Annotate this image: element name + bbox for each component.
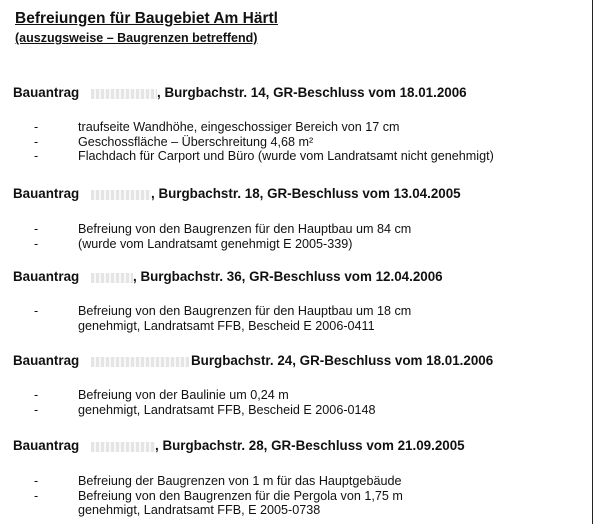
list-dash: - bbox=[34, 120, 39, 134]
list-dash: - bbox=[34, 388, 39, 402]
section-burgbachstr-18 bbox=[13, 186, 588, 251]
list-dash: - bbox=[34, 474, 39, 488]
list-item bbox=[13, 149, 588, 164]
list-dash: - bbox=[34, 402, 39, 417]
section-items bbox=[13, 304, 588, 333]
list-item bbox=[13, 403, 588, 418]
list-item-text: traufseite Wandhöhe, eingeschossiger Bereich von 17 cm bbox=[78, 120, 400, 134]
list-dash: - bbox=[34, 488, 39, 503]
heading-detail: , Burgbachstr. 36, GR-Beschluss vom 12.04.2006 bbox=[133, 269, 443, 284]
heading-detail: , Burgbachstr. 28, GR-Beschluss vom 21.09.2005 bbox=[155, 438, 465, 453]
list-item bbox=[13, 135, 588, 150]
list-item-text: (wurde vom Landratsamt genehmigt E 2005-339) bbox=[78, 236, 353, 251]
list-item-text: genehmigt, Landratsamt FFB, Bescheid E 2006-0411 bbox=[78, 318, 375, 333]
list-item bbox=[13, 503, 588, 518]
section-heading bbox=[13, 186, 588, 204]
list-item bbox=[13, 319, 588, 334]
list-item-text: Befreiung von den Baugrenzen für die Pergola von 1,75 m bbox=[78, 488, 403, 503]
list-item-text: Befreiung von den Baugrenzen für den Hauptbau um 84 cm bbox=[78, 222, 412, 236]
section-heading bbox=[13, 85, 588, 103]
list-dash: - bbox=[34, 134, 39, 149]
list-item bbox=[13, 388, 588, 403]
list-dash: - bbox=[34, 222, 39, 236]
section-items bbox=[13, 222, 588, 251]
list-item-text: Geschossfläche – Überschreitung 4,68 m² bbox=[78, 134, 314, 149]
heading-label: Bauantrag bbox=[13, 85, 80, 100]
redacted-name bbox=[91, 357, 189, 367]
list-dash: - bbox=[34, 149, 39, 163]
list-item bbox=[13, 489, 588, 504]
document-title: Befreiungen für Baugebiet Am Härtl bbox=[15, 10, 278, 27]
section-heading bbox=[13, 353, 588, 371]
list-dash: - bbox=[34, 236, 39, 251]
section-burgbachstr-36 bbox=[13, 269, 588, 333]
redacted-name bbox=[91, 442, 155, 452]
heading-label: Bauantrag bbox=[13, 186, 80, 201]
list-item bbox=[13, 120, 588, 135]
section-burgbachstr-14 bbox=[13, 85, 588, 164]
heading-label: Bauantrag bbox=[13, 269, 80, 284]
heading-detail: , Burgbachstr. 14, GR-Beschluss vom 18.01.2006 bbox=[157, 85, 467, 100]
section-burgbachstr-24 bbox=[13, 353, 588, 417]
list-item bbox=[13, 237, 588, 252]
list-item bbox=[13, 222, 588, 237]
list-item-text: Befreiung der Baugrenzen von 1 m für das Hauptgebäude bbox=[78, 474, 402, 488]
list-item-text: Befreiung von der Baulinie um 0,24 m bbox=[78, 388, 289, 402]
scan-border bbox=[592, 0, 593, 524]
section-heading bbox=[13, 269, 588, 287]
heading-label: Bauantrag bbox=[13, 353, 80, 368]
list-dash: - bbox=[34, 304, 39, 318]
list-item bbox=[13, 474, 588, 489]
redacted-name bbox=[91, 190, 151, 200]
section-items bbox=[13, 474, 588, 518]
list-item-text: Flachdach für Carport und Büro (wurde vom Landratsamt nicht genehmigt) bbox=[78, 149, 494, 163]
section-burgbachstr-28 bbox=[13, 438, 588, 518]
heading-detail: , Burgbachstr. 18, GR-Beschluss vom 13.04.2005 bbox=[151, 186, 461, 201]
redacted-name bbox=[91, 273, 133, 283]
redacted-name bbox=[91, 89, 157, 99]
heading-detail: Burgbachstr. 24, GR-Beschluss vom 18.01.2006 bbox=[191, 353, 494, 368]
document-subtitle: (auszugsweise – Baugrenzen betreffend) bbox=[15, 31, 258, 45]
list-item-text: Befreiung von den Baugrenzen für den Hauptbau um 18 cm bbox=[78, 304, 412, 318]
list-item-text: genehmigt, Landratsamt FFB, E 2005-0738 bbox=[78, 503, 321, 517]
section-items bbox=[13, 120, 588, 164]
list-item bbox=[13, 304, 588, 319]
heading-label: Bauantrag bbox=[13, 438, 80, 453]
section-heading bbox=[13, 438, 588, 456]
section-items bbox=[13, 388, 588, 417]
list-item-text: genehmigt, Landratsamt FFB, Bescheid E 2006-0148 bbox=[78, 402, 376, 417]
